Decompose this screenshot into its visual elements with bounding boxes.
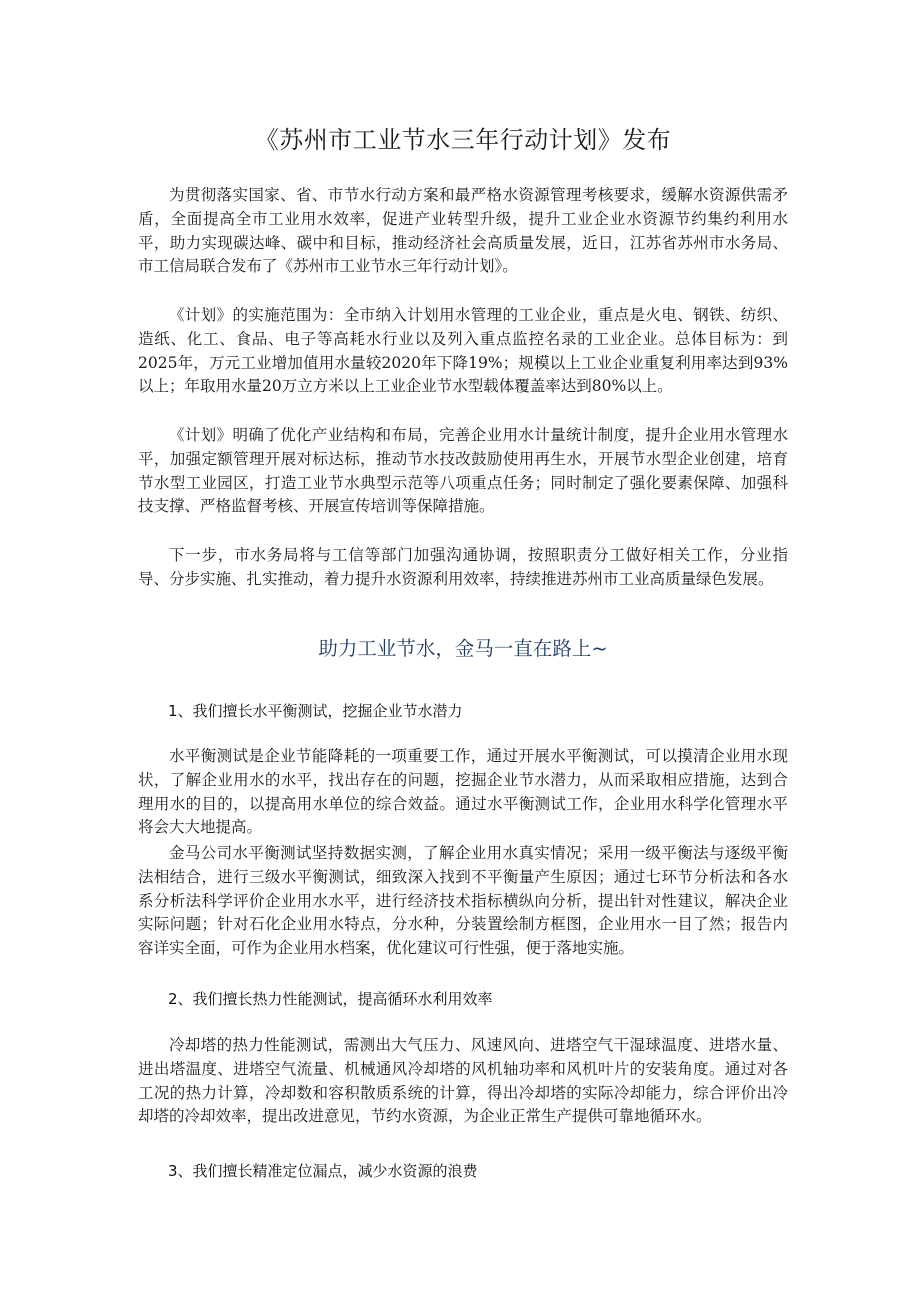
scope-paragraph: 《计划》的实施范围为：全市纳入计划用水管理的工业企业，重点是火电、钢铁、纺织、造纸、化工、食品、电子等高耗水行业以及列入重点监控名录的工业企业。总体目标为：到2025年，万元工业增加值用水量较2020年下降19%；规模以上工业企业重复利用率达到93%以上；年取用水量20万立方米以上工业企业节水型载体覆盖率达到80%以上。 <box>138 306 788 396</box>
tasks-paragraph: 《计划》明确了优化产业结构和布局，完善企业用水计量统计制度，提升企业用水管理水平，加强定额管理开展对标达标，推动节水技改鼓励使用再生水，开展节水型企业创建，培育节水型工业园区，打造工业节水典型示范等八项重点任务；同时制定了强化要素保障、加强科技支撑、严格监督考核、开展宣传培训等保障措施。 <box>138 426 788 516</box>
promo-subtitle: 助力工业节水，金马一直在路上~ <box>318 637 608 660</box>
water-balance-paragraph-2: 金马公司水平衡测试坚持数据实测，了解企业用水真实情况；采用一级平衡法与逐级平衡法相结合，进行三级水平衡测试，细致深入找到不平衡量产生原因；通过七环节分析法和各水系分析法科学评价企业用水水平，进行经济技术指标横纵向分析，提出针对性建议，解决企业实际问题；针对石化企业用水特点，分水种，分装置绘制方框图，企业用水一目了然；报告内容详实全面，可作为企业用水档案，优化建议可行性强，便于落地实施。 <box>138 844 788 958</box>
section-heading-water-balance: 1、我们擅长水平衡测试，挖掘企业节水潜力 <box>168 702 463 720</box>
thermal-test-paragraph: 冷却塔的热力性能测试，需测出大气压力、风速风向、进塔空气干湿球温度、进塔水量、进出塔温度、进塔空气流量、机械通风冷却塔的风机轴功率和风机叶片的安装角度。通过对各工况的热力计算，冷却数和容积散质系统的计算，得出冷却塔的实际冷却能力，综合评价出冷却塔的冷却效率，提出改进意见，节约水资源，为企业正常生产提供可靠地循环水。 <box>138 1036 788 1126</box>
article-title: 《苏州市工业节水三年行动计划》发布 <box>254 126 672 154</box>
water-balance-paragraph-1: 水平衡测试是企业节能降耗的一项重要工作，通过开展水平衡测试，可以摸清企业用水现状，了解企业用水的水平，找出存在的问题，挖掘企业节水潜力，从而采取相应措施，达到合理用水的目的，以提高用水单位的综合效益。通过水平衡测试工作，企业用水科学化管理水平将会大大地提高。 <box>138 747 788 837</box>
next-steps-paragraph: 下一步，市水务局将与工信等部门加强沟通协调，按照职责分工做好相关工作，分业指导、分步实施、扎实推动，着力提升水资源利用效率，持续推进苏州市工业高质量绿色发展。 <box>138 546 788 588</box>
intro-paragraph: 为贯彻落实国家、省、市节水行动方案和最严格水资源管理考核要求，缓解水资源供需矛盾，全面提高全市工业用水效率，促进产业转型升级，提升工业企业水资源节约集约利用水平，助力实现碳达峰、碳中和目标，推动经济社会高质量发展，近日，江苏省苏州市水务局、市工信局联合发布了《苏州市工业节水三年行动计划》。 <box>138 186 788 276</box>
section-heading-leak-detection: 3、我们擅长精准定位漏点，减少水资源的浪费 <box>168 1162 478 1180</box>
section-heading-thermal-test: 2、我们擅长热力性能测试，提高循环水利用效率 <box>168 990 493 1008</box>
